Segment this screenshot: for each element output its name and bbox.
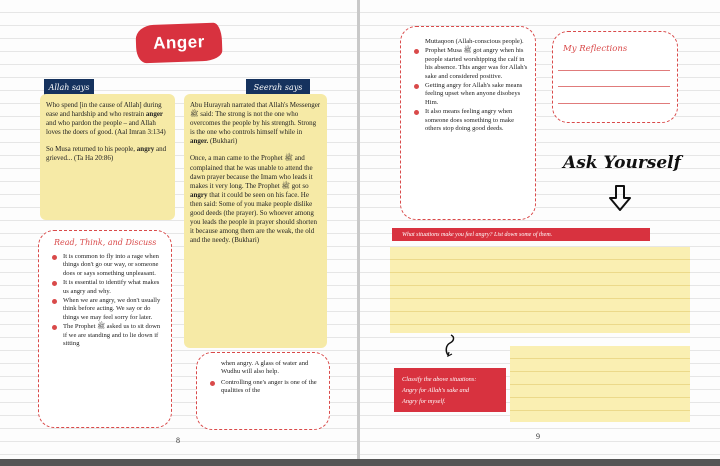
- reflections-title: My Reflections: [563, 44, 628, 54]
- classify-box: [394, 368, 506, 412]
- reflection-line: [558, 103, 670, 104]
- reflection-line: [558, 70, 670, 71]
- bottom-edge: [0, 459, 720, 466]
- read-think-discuss-list: [50, 253, 164, 349]
- ask-yourself-heading: Ask Yourself: [563, 153, 681, 173]
- list-item: The Prophet ﷺ asked us to sit down if we are standing and to lie down if sitting: [50, 323, 164, 348]
- list-item: Prophet Musa ﷺ got angry when his people started worshipping the calf in his absence. This anger was for Allah's sake and considered positive.: [412, 47, 528, 81]
- classify-lines-area[interactable]: [510, 346, 690, 422]
- allah-says-box: [40, 94, 175, 220]
- list-item: Getting angry for Allah's sake means feeling upset when anyone disobeys Him.: [412, 82, 528, 107]
- continued-top-lead: Muttaqoon (Allah-conscious people).: [425, 38, 524, 45]
- continued-top-text: [412, 38, 528, 134]
- list-item: It is essential to identify what makes us angry and why.: [50, 279, 164, 296]
- question-bar: What situations make you feel angry? List down some of them.: [392, 228, 650, 241]
- page-title: Anger: [135, 23, 222, 64]
- quran-verse-2: So Musa returned to his people, angry and grieved... (Ta Ha 20:86): [46, 145, 167, 163]
- continued-lead: when angry. A glass of water and Wudhu will also help.: [221, 360, 309, 376]
- list-item: It is common to fly into a rage when things don't go our way, or someone does or says something unpleasant.: [50, 253, 164, 278]
- classify-line-2: Angry for Allah's sake and: [402, 387, 469, 394]
- continued-box-text: [208, 360, 322, 397]
- classify-line-1: Classify the above situations:: [402, 376, 477, 383]
- list-item: When we are angry, we don't usually think before acting. We say or do things we may feel sorry for later.: [50, 297, 164, 322]
- hadith-1: Abu Hurayrah narrated that Allah's Messenger ﷺ said: The strong is not the one who overcomes the people by his strength. Strong is the one who controls himself while in anger. (Bukhari): [190, 101, 321, 146]
- reflection-line: [558, 86, 670, 87]
- hadith-2: Once, a man came to the Prophet ﷺ and complained that he was unable to attend the dawn prayer because the Imam who leads it makes it very long. The Prophet ﷺ got so angry that it could be seen on his face. He then said: Some of you make people dislike good deeds (the prayer). So whoever among you leads the people in prayer should shorten it because among them are the weak, the old and the needy. (Bukhari): [190, 154, 317, 245]
- seerah-says-box: [184, 94, 327, 348]
- hook-arrow-icon: [444, 333, 458, 357]
- answer-lines-area[interactable]: [390, 247, 690, 333]
- left-page: [0, 0, 358, 462]
- seerah-says-tab: Seerah says: [246, 79, 310, 96]
- list-item: It also means feeling angry when someone does something to make others stop doing good deeds.: [412, 108, 528, 133]
- down-arrow-icon: [608, 185, 632, 211]
- list-item: Controlling one's anger is one of the qualities of the: [208, 379, 322, 396]
- allah-says-tab: Allah says: [44, 79, 94, 96]
- read-think-discuss-heading: Read, Think, and Discuss: [54, 238, 157, 247]
- classify-line-3: Angry for myself.: [402, 398, 446, 405]
- page-number-left: 8: [176, 436, 180, 445]
- right-page: [360, 0, 720, 462]
- quran-verse-1: Who spend [in the cause of Allah] during ease and hardship and who restrain anger and who pardon the people – and Allah loves the doers of good. (Aal Imran 3:134): [46, 101, 166, 137]
- page-number-right: 9: [536, 432, 540, 441]
